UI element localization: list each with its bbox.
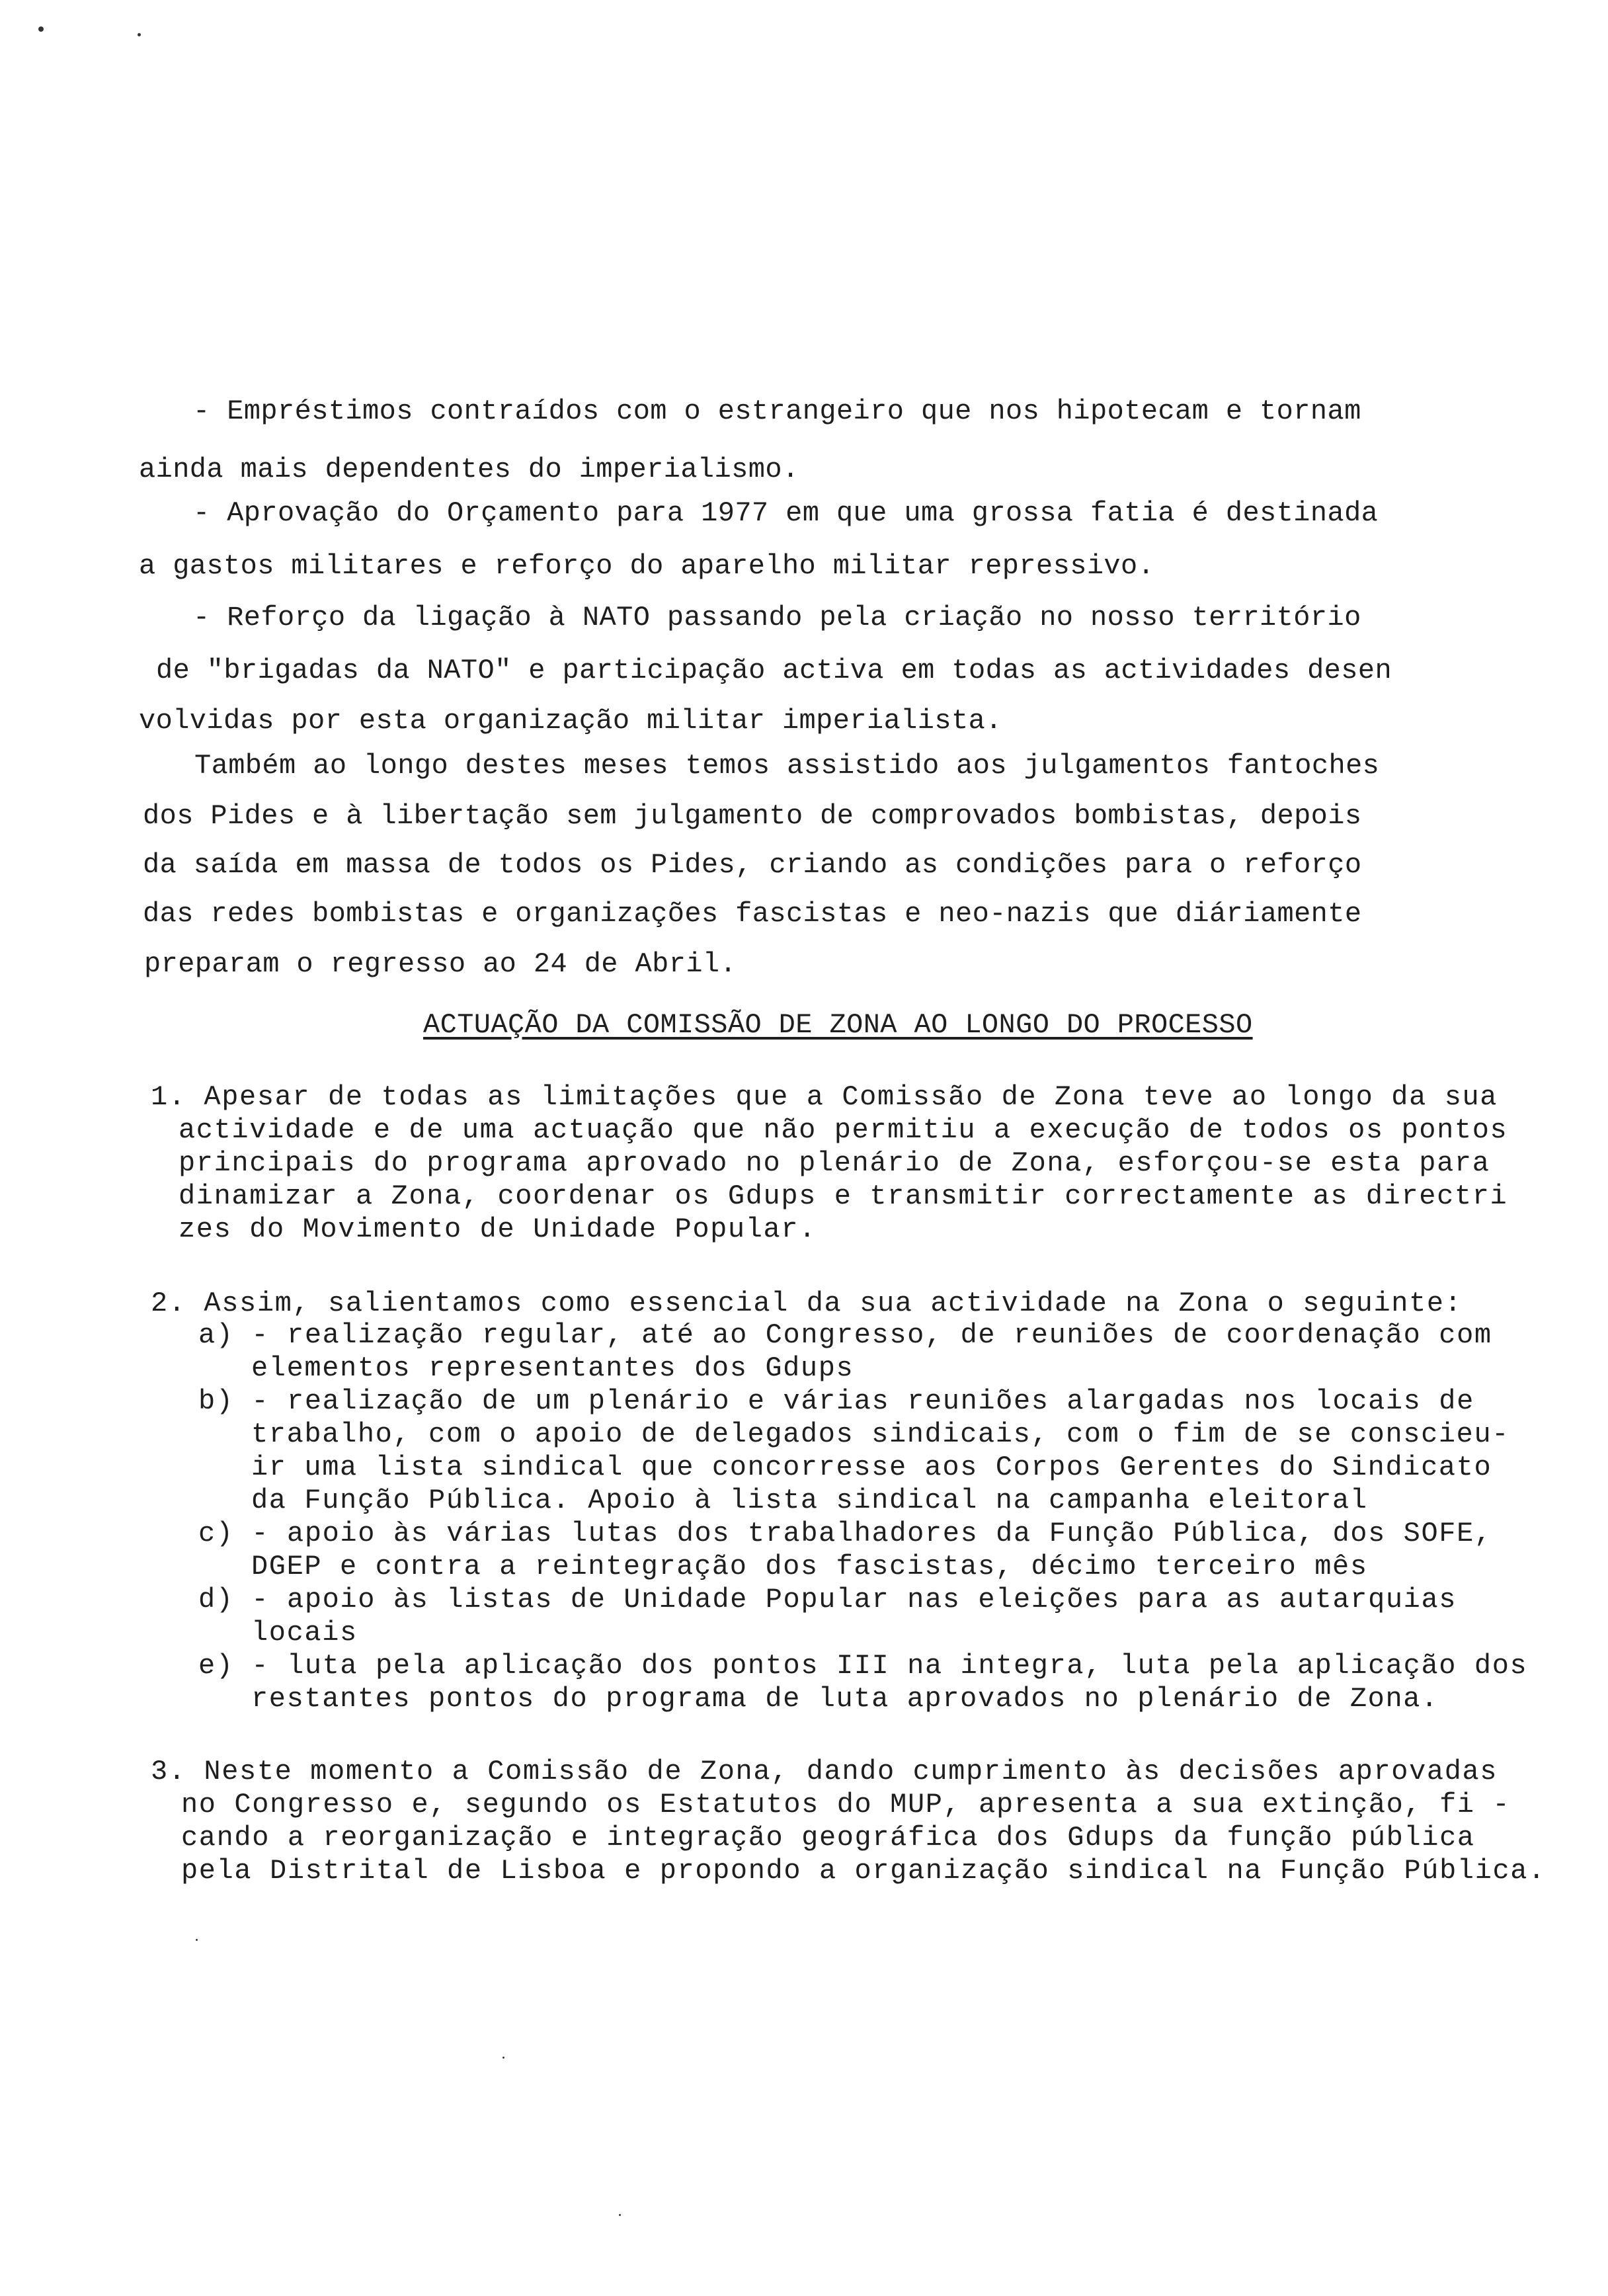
item-2-subitem-line: DGEP e contra a reintegração dos fascistas, décimo terceiro mês bbox=[251, 1551, 1368, 1582]
item-1-line: principais do programa aprovado no plenário de Zona, esforçou-se esta para bbox=[179, 1147, 1490, 1179]
scan-speck bbox=[38, 26, 44, 32]
scan-speck bbox=[138, 33, 141, 36]
item-3-line: cando a reorganização e integração geográfica dos Gdups da função pública bbox=[181, 1822, 1475, 1854]
intro-line: - Empréstimos contraídos com o estrangeiro que nos hipotecam e tornam bbox=[193, 395, 1361, 427]
intro-line: volvidas por esta organização militar imperialista. bbox=[139, 705, 1002, 737]
item-2-subitem-line: e) - luta pela aplicação dos pontos III na integra, luta pela aplicação dos bbox=[198, 1650, 1528, 1682]
intro-line: - Reforço da ligação à NATO passando pela criação no nosso território bbox=[193, 602, 1361, 634]
item-3-line: pela Distrital de Lisboa e propondo a organização sindical na Função Pública. bbox=[181, 1855, 1546, 1887]
intro-line: ainda mais dependentes do imperialismo. bbox=[139, 454, 799, 485]
item-2-subitem-line: a) - realização regular, até ao Congresso, de reuniões de coordenação com bbox=[198, 1319, 1492, 1351]
intro-line: de "brigadas da NATO" e participação activa em todas as actividades desen bbox=[156, 655, 1392, 686]
intro-line: a gastos militares e reforço do aparelho militar repressivo. bbox=[139, 550, 1155, 582]
intro-line: dos Pides e à libertação sem julgamento de comprovados bombistas, depois bbox=[143, 800, 1362, 832]
item-2-subitem-line: trabalho, com o apoio de delegados sindicais, com o fim de se conscieu- bbox=[251, 1418, 1510, 1450]
intro-line: da saída em massa de todos os Pides, criando as condições para o reforço bbox=[143, 849, 1362, 881]
item-2-subitem-line: d) - apoio às listas de Unidade Popular nas eleições para as autarquias bbox=[198, 1584, 1457, 1616]
item-2-subitem-line: elementos representantes dos Gdups bbox=[251, 1352, 854, 1384]
intro-line: Também ao longo destes meses temos assistido aos julgamentos fantoches bbox=[194, 750, 1380, 782]
item-2-subitem-line: da Função Pública. Apoio à lista sindical na campanha eleitoral bbox=[251, 1485, 1368, 1516]
item-1-line: zes do Movimento de Unidade Popular. bbox=[179, 1213, 817, 1245]
scan-speck bbox=[502, 2057, 504, 2059]
item-2-line: 2. Assim, salientamos como essencial da sua actividade na Zona o seguinte: bbox=[151, 1288, 1463, 1319]
item-1-line: 1. Apesar de todas as limitações que a Comissão de Zona teve ao longo da sua bbox=[151, 1081, 1498, 1113]
intro-line: - Aprovação do Orçamento para 1977 em que uma grossa fatia é destinada bbox=[193, 497, 1379, 529]
section-heading: ACTUAÇÃO DA COMISSÃO DE ZONA AO LONGO DO PROCESSO bbox=[423, 1009, 1253, 1041]
item-1-line: dinamizar a Zona, coordenar os Gdups e transmitir correctamente as directri bbox=[179, 1180, 1508, 1212]
item-3-line: 3. Neste momento a Comissão de Zona, dando cumprimento às decisões aprovadas bbox=[151, 1756, 1498, 1787]
item-2-subitem-line: b) - realização de um plenário e várias reuniões alargadas nos locais de bbox=[198, 1385, 1474, 1417]
intro-line: das redes bombistas e organizações fascistas e neo-nazis que diáriamente bbox=[143, 898, 1362, 930]
item-3-line: no Congresso e, segundo os Estatutos do MUP, apresenta a sua extinção, fi - bbox=[181, 1789, 1511, 1821]
scan-speck bbox=[619, 2214, 621, 2216]
item-2-subitem-line: ir uma lista sindical que concorresse aos Corpos Gerentes do Sindicato bbox=[251, 1452, 1492, 1483]
item-2-subitem-line: locais bbox=[251, 1617, 358, 1649]
item-2-subitem-line: c) - apoio às várias lutas dos trabalhadores da Função Pública, dos SOFE, bbox=[198, 1518, 1492, 1549]
item-1-line: actividade e de uma actuação que não permitiu a execução de todos os pontos bbox=[179, 1114, 1508, 1146]
item-2-subitem-line: restantes pontos do programa de luta aprovados no plenário de Zona. bbox=[251, 1683, 1439, 1715]
scan-speck bbox=[196, 1939, 198, 1941]
intro-line: preparam o regresso ao 24 de Abril. bbox=[144, 948, 737, 980]
